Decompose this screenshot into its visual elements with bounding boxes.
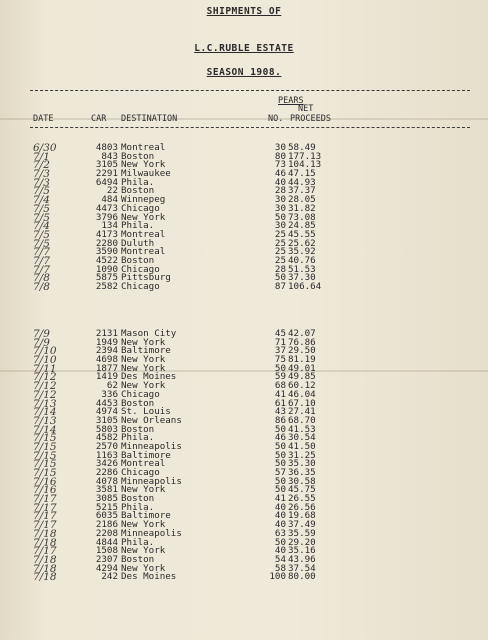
shipment-date: 7/18	[33, 562, 57, 575]
shipment-row	[0, 423, 488, 436]
net-proceeds: 28.05	[288, 194, 316, 206]
net-proceeds: 49.85	[288, 371, 316, 383]
shipment-row	[0, 161, 488, 170]
net-proceeds: 25.62	[288, 237, 316, 249]
destination: Minneapolis	[121, 527, 182, 539]
destination: Montreal	[121, 458, 166, 470]
net-header: NET	[298, 104, 314, 114]
car-number: 2307	[95, 553, 118, 565]
shipment-row	[0, 527, 488, 540]
car-number: 3590	[95, 246, 118, 258]
proceeds-header: PROCEEDS	[290, 114, 331, 124]
shipment-date: 7/12	[33, 380, 57, 393]
net-proceeds: 58.49	[288, 142, 316, 153]
net-proceeds: 30.58	[288, 475, 316, 487]
pear-count: 50	[274, 484, 286, 496]
net-proceeds: 44.93	[288, 176, 316, 188]
pear-count: 25	[274, 237, 286, 249]
car-number: 4582	[95, 432, 118, 444]
net-proceeds: 36.35	[288, 467, 316, 478]
shipment-date: 7/9	[33, 336, 50, 349]
no-header: NO.	[268, 114, 284, 124]
destination: New York	[121, 519, 166, 531]
car-number: 2280	[95, 237, 118, 249]
net-proceeds: 37.49	[288, 519, 316, 531]
shipment-row	[0, 440, 488, 453]
net-proceeds: 43.96	[288, 553, 316, 565]
net-proceeds: 41.53	[288, 423, 316, 435]
net-proceeds: 177.13	[288, 150, 322, 162]
pear-count: 40	[274, 176, 286, 188]
shipment-date: 7/7	[33, 263, 50, 276]
shipment-date: 7/15	[33, 432, 57, 445]
shipment-date: 7/13	[33, 414, 57, 427]
net-proceeds: 31.82	[288, 202, 316, 214]
car-number: 3426	[95, 458, 118, 470]
shipment-row	[0, 388, 488, 401]
net-proceeds: 51.53	[288, 263, 316, 275]
pear-count: 45	[274, 328, 286, 339]
destination-header: DESTINATION	[121, 114, 178, 124]
shipment-date: 7/3	[33, 176, 50, 189]
shipment-date: 7/16	[33, 484, 57, 497]
paper-fold	[0, 118, 488, 120]
shipment-row	[0, 414, 488, 427]
car-number: 1508	[95, 545, 118, 557]
destination: New York	[121, 159, 166, 171]
car-number: 134	[101, 220, 118, 232]
car-number: 1090	[95, 263, 118, 275]
net-proceeds: 106.64	[288, 281, 322, 292]
destination: Phila.	[121, 501, 155, 513]
shipment-date: 7/7	[33, 246, 50, 259]
net-proceeds: 80.00	[288, 571, 316, 583]
car-number: 4698	[95, 354, 118, 366]
destination: Chicago	[121, 263, 160, 275]
net-proceeds: 67.10	[288, 397, 316, 409]
shipment-row	[0, 397, 488, 410]
shipment-date: 7/5	[33, 237, 50, 250]
pear-count: 86	[274, 414, 286, 426]
net-proceeds: 19.68	[288, 510, 316, 522]
pear-count: 61	[274, 397, 286, 409]
shipment-row	[0, 501, 488, 514]
shipment-date: 7/12	[33, 388, 57, 401]
destination: Winnepeg	[121, 194, 166, 206]
net-proceeds: 27.41	[288, 406, 316, 418]
car-number: 5875	[95, 272, 118, 284]
shipment-row	[0, 196, 488, 205]
shipment-row	[0, 347, 488, 356]
destination: St. Louis	[121, 406, 171, 418]
pear-count: 46	[274, 432, 286, 444]
shipment-date: 7/5	[33, 185, 50, 198]
document-subtitle: L.C.RUBLE ESTATE	[194, 43, 294, 54]
net-proceeds: 37.30	[288, 272, 316, 284]
car-number: 2186	[95, 519, 118, 531]
destination: Boston	[121, 493, 155, 505]
destination: Boston	[121, 150, 155, 162]
net-proceeds: 29.20	[288, 536, 316, 548]
net-proceeds: 81.19	[288, 354, 316, 366]
shipment-date: 7/18	[33, 571, 57, 584]
net-proceeds: 35.30	[288, 458, 316, 470]
destination: Phila.	[121, 432, 155, 444]
shipment-row	[0, 202, 488, 215]
pear-count: 71	[274, 336, 286, 348]
net-proceeds: 45.75	[288, 484, 316, 496]
car-number: 1163	[95, 449, 118, 461]
shipment-row	[0, 330, 488, 339]
destination: Chicago	[121, 388, 160, 400]
destination: Baltimore	[121, 449, 171, 461]
destination: Minneapolis	[121, 440, 182, 452]
car-number: 5215	[95, 501, 118, 513]
net-proceeds: 104.13	[288, 159, 322, 171]
destination: Phila.	[121, 536, 155, 548]
car-number: 843	[101, 150, 118, 162]
shipment-row	[0, 486, 488, 495]
pear-count: 41	[274, 388, 286, 400]
pear-count: 50	[274, 440, 286, 452]
pear-count: 50	[274, 211, 286, 223]
shipment-row	[0, 382, 488, 391]
shipment-row	[0, 336, 488, 349]
header-rule-top	[30, 90, 470, 91]
pear-count: 40	[274, 510, 286, 522]
shipment-row	[0, 521, 488, 530]
destination: Pittsburg	[121, 272, 171, 284]
shipment-date: 7/8	[33, 281, 50, 293]
shipment-row	[0, 495, 488, 504]
shipment-row	[0, 211, 488, 224]
pear-count: 54	[274, 553, 286, 565]
net-proceeds: 49.01	[288, 362, 316, 374]
car-number: 1419	[95, 371, 118, 383]
header-rule-bottom	[30, 127, 470, 128]
shipment-date: 7/4	[33, 220, 50, 233]
net-proceeds: 45.55	[288, 228, 316, 240]
net-proceeds: 26.55	[288, 493, 316, 505]
net-proceeds: 47.15	[288, 168, 316, 180]
shipment-date: 7/15	[33, 467, 57, 479]
car-number: 3796	[95, 211, 118, 223]
pear-count: 28	[274, 263, 286, 275]
pear-count: 50	[274, 423, 286, 435]
shipment-date: 7/10	[33, 345, 57, 358]
car-number: 4078	[95, 475, 118, 487]
net-proceeds: 29.50	[288, 345, 316, 357]
shipment-row	[0, 547, 488, 556]
car-number: 2570	[95, 440, 118, 452]
pear-count: 28	[274, 185, 286, 197]
shipment-row	[0, 573, 488, 582]
pear-count: 25	[274, 254, 286, 266]
destination: New York	[121, 545, 166, 557]
shipment-date: 7/16	[33, 475, 57, 488]
shipment-row	[0, 562, 488, 575]
destination: New York	[121, 484, 166, 496]
destination: Boston	[121, 397, 155, 409]
car-number: 1877	[95, 362, 118, 374]
car-number: 22	[106, 185, 118, 197]
shipment-date: 7/5	[33, 228, 50, 241]
car-number: 4473	[95, 202, 118, 214]
pear-count: 80	[274, 150, 286, 162]
pear-count: 63	[274, 527, 286, 539]
shipment-row	[0, 176, 488, 189]
destination: Montreal	[121, 246, 166, 258]
shipment-row	[0, 228, 488, 241]
shipment-row	[0, 263, 488, 276]
pear-count: 43	[274, 406, 286, 418]
car-number: 4173	[95, 228, 118, 240]
shipment-row	[0, 237, 488, 250]
shipment-row	[0, 283, 488, 292]
net-proceeds: 41.50	[288, 440, 316, 452]
shipment-row	[0, 274, 488, 283]
shipment-date: 7/18	[33, 527, 57, 540]
shipment-date: 7/17	[33, 501, 57, 514]
shipment-date: 7/4	[33, 194, 50, 207]
shipment-date: 7/1	[33, 150, 50, 163]
destination: Boston	[121, 185, 155, 197]
shipment-row	[0, 460, 488, 469]
car-number: 6035	[95, 510, 118, 522]
car-number: 336	[101, 388, 118, 400]
destination: Duluth	[121, 237, 155, 249]
destination: New York	[121, 211, 166, 223]
net-proceeds: 35.92	[288, 246, 316, 258]
destination: Boston	[121, 553, 155, 565]
car-number: 484	[101, 194, 118, 206]
shipment-row	[0, 553, 488, 566]
shipment-row	[0, 150, 488, 163]
pear-count: 50	[274, 475, 286, 487]
shipment-row	[0, 356, 488, 365]
shipment-row	[0, 449, 488, 462]
shipment-date: 7/5	[33, 211, 50, 224]
pear-count: 40	[274, 519, 286, 531]
destination: New York	[121, 380, 166, 392]
shipment-row	[0, 512, 488, 521]
shipment-date: 7/2	[33, 159, 50, 172]
car-number: 4453	[95, 397, 118, 409]
shipment-row	[0, 254, 488, 267]
shipments-group-1	[0, 144, 488, 292]
pear-count: 40	[274, 545, 286, 557]
destination: Baltimore	[121, 510, 171, 522]
document-title: SHIPMENTS OF	[206, 6, 282, 17]
shipment-row	[0, 187, 488, 196]
pear-count: 25	[274, 228, 286, 240]
net-proceeds: 46.04	[288, 388, 316, 400]
destination: Chicago	[121, 202, 160, 214]
car-number: 3105	[95, 414, 118, 426]
car-number: 1949	[95, 336, 118, 348]
car-number: 2394	[95, 345, 118, 357]
pear-count: 58	[274, 562, 286, 574]
shipment-row	[0, 373, 488, 382]
pear-count: 75	[274, 354, 286, 366]
destination: Boston	[121, 423, 155, 435]
net-proceeds: 35.16	[288, 545, 316, 557]
shipment-date: 7/18	[33, 536, 57, 549]
pear-count: 50	[274, 272, 286, 284]
net-proceeds: 68.70	[288, 414, 316, 426]
net-proceeds: 26.56	[288, 501, 316, 513]
destination: Milwaukee	[121, 168, 171, 180]
destination: New Orleans	[121, 414, 182, 426]
net-proceeds: 31.25	[288, 449, 316, 461]
car-number: 2286	[95, 467, 118, 478]
destination: Baltimore	[121, 345, 171, 357]
net-proceeds: 30.54	[288, 432, 316, 444]
net-proceeds: 40.76	[288, 254, 316, 266]
shipment-date: 7/5	[33, 202, 50, 215]
shipment-date: 7/10	[33, 354, 57, 367]
shipment-date: 7/15	[33, 440, 57, 453]
destination: Des Moines	[121, 371, 177, 383]
car-number: 2131	[95, 328, 118, 339]
shipment-row	[0, 434, 488, 443]
pear-count: 46	[274, 168, 286, 180]
destination: New York	[121, 362, 166, 374]
car-number: 2291	[95, 168, 118, 180]
destination: Chicago	[121, 281, 160, 292]
pear-count: 87	[274, 281, 286, 292]
pears-header: PEARS	[278, 96, 304, 106]
car-number: 4522	[95, 254, 118, 266]
shipment-date: 7/11	[33, 362, 57, 375]
shipment-date: 7/17	[33, 545, 57, 558]
net-proceeds: 24.85	[288, 220, 316, 232]
shipments-group-2	[0, 330, 488, 582]
shipment-date: 7/17	[33, 519, 57, 532]
destination: New York	[121, 354, 166, 366]
shipment-date: 7/17	[33, 493, 57, 506]
car-number: 6494	[95, 176, 118, 188]
car-number: 3581	[95, 484, 118, 496]
shipment-date: 7/14	[33, 406, 57, 419]
pear-count: 59	[274, 371, 286, 383]
shipment-row	[0, 248, 488, 257]
shipment-date: 7/15	[33, 449, 57, 462]
pear-count: 57	[274, 467, 286, 478]
shipment-date: 7/14	[33, 423, 57, 436]
shipment-row	[0, 475, 488, 488]
car-number: 2582	[95, 281, 118, 292]
car-header: CAR	[91, 114, 107, 124]
shipment-date: 7/13	[33, 397, 57, 410]
shipment-row	[0, 536, 488, 549]
destination: Mason City	[121, 328, 177, 339]
pear-count: 41	[274, 493, 286, 505]
net-proceeds: 73.08	[288, 211, 316, 223]
shipment-date: 7/7	[33, 254, 50, 267]
shipment-row	[0, 144, 488, 153]
shipment-row	[0, 469, 488, 478]
pear-count: 50	[274, 362, 286, 374]
car-number: 5803	[95, 423, 118, 435]
destination: Boston	[121, 254, 155, 266]
shipment-date: 6/30	[33, 142, 57, 154]
car-number: 62	[106, 380, 118, 392]
shipment-row	[0, 362, 488, 375]
car-number: 3085	[95, 493, 118, 505]
shipment-row	[0, 170, 488, 179]
pear-count: 73	[274, 159, 286, 171]
shipment-row	[0, 408, 488, 417]
date-header: DATE	[33, 114, 54, 124]
pear-count: 100	[269, 571, 286, 583]
destination: Phila.	[121, 220, 155, 232]
destination: Montreal	[121, 142, 166, 153]
pear-count: 30	[274, 220, 286, 232]
net-proceeds: 76.86	[288, 336, 316, 348]
shipment-date: 7/15	[33, 458, 57, 471]
season-label: SEASON 1908.	[206, 67, 282, 78]
pear-count: 50	[274, 449, 286, 461]
shipment-date: 7/12	[33, 371, 57, 384]
car-number: 242	[101, 571, 118, 583]
pear-count: 68	[274, 380, 286, 392]
destination: Montreal	[121, 228, 166, 240]
shipment-date: 7/8	[33, 272, 50, 285]
destination: Des Moines	[121, 571, 177, 583]
net-proceeds: 60.12	[288, 380, 316, 392]
destination: New York	[121, 336, 166, 348]
car-number: 3105	[95, 159, 118, 171]
net-proceeds: 37.37	[288, 185, 316, 197]
shipment-date: 7/17	[33, 510, 57, 523]
shipment-date: 7/18	[33, 553, 57, 566]
pear-count: 50	[274, 458, 286, 470]
car-number: 4844	[95, 536, 118, 548]
destination: Phila.	[121, 176, 155, 188]
net-proceeds: 37.54	[288, 562, 316, 574]
shipment-date: 7/9	[33, 328, 50, 340]
pear-count: 25	[274, 246, 286, 258]
car-number: 2208	[95, 527, 118, 539]
pear-count: 30	[274, 142, 286, 153]
destination: Minneapolis	[121, 475, 182, 487]
shipment-date: 7/3	[33, 168, 50, 181]
car-number: 4294	[95, 562, 118, 574]
pear-count: 30	[274, 202, 286, 214]
destination: Chicago	[121, 467, 160, 478]
pear-count: 37	[274, 345, 286, 357]
pear-count: 50	[274, 536, 286, 548]
car-number: 4974	[95, 406, 118, 418]
car-number: 4803	[95, 142, 118, 153]
destination: New York	[121, 562, 166, 574]
net-proceeds: 42.07	[288, 328, 316, 339]
pear-count: 40	[274, 501, 286, 513]
net-proceeds: 35.59	[288, 527, 316, 539]
pear-count: 30	[274, 194, 286, 206]
shipment-row	[0, 222, 488, 231]
